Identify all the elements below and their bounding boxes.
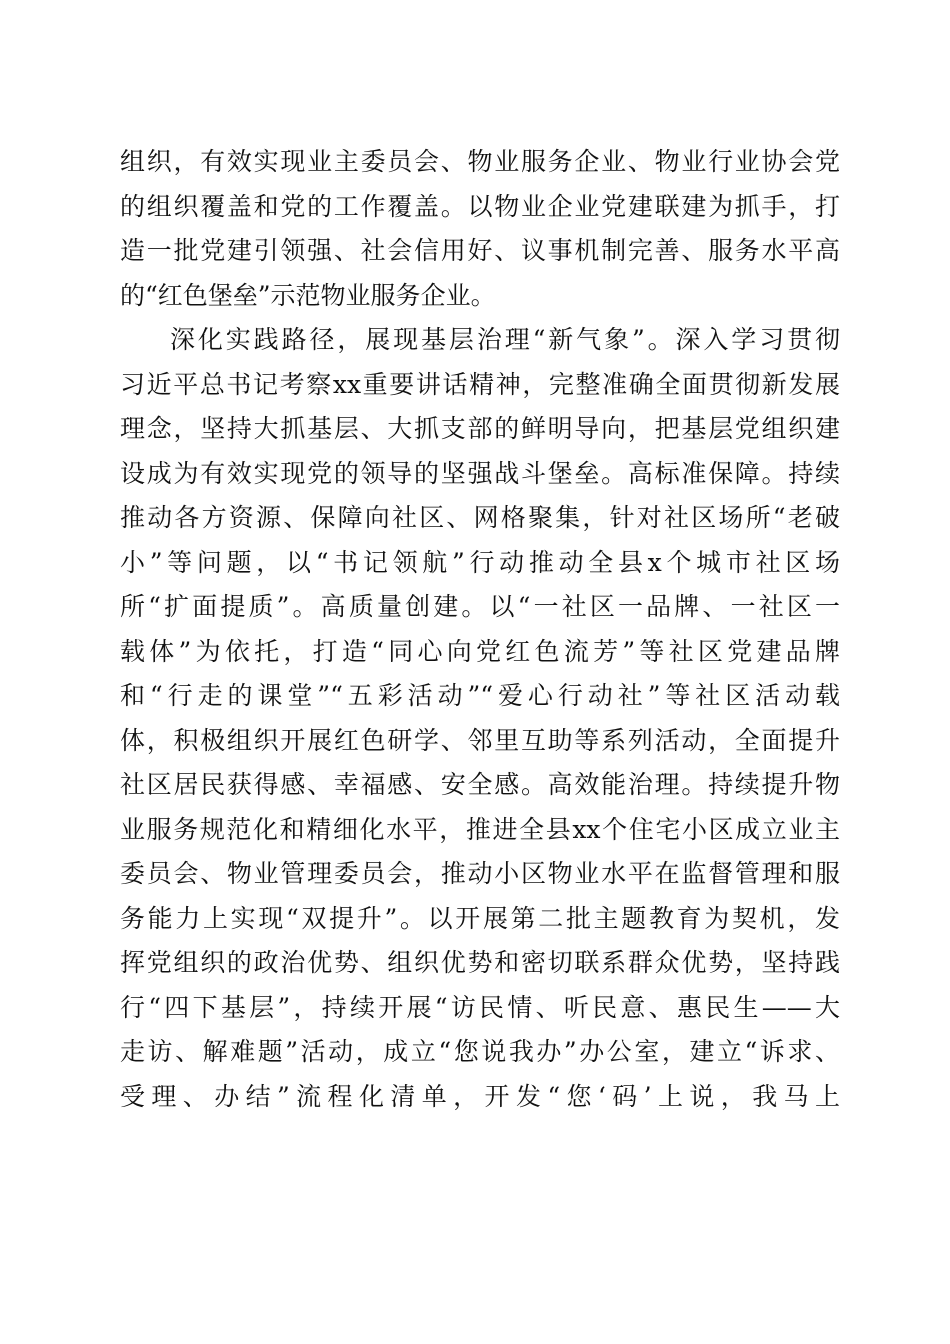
text-line: 委员会、物业管理委员会，推动小区物业水平在监督管理和服 [120,859,840,888]
text-line: 受理、办结”流程化清单，开发“您‘码’上说，我马上 [120,1081,840,1111]
text-line: 深化实践路径，展现基层治理“新气象”。深入学习贯彻 [170,325,840,354]
text-line: 体，积极组织开展红色研学、邻里互助等系列活动，全面提升 [120,725,840,755]
text-line: 的“红色堡垒”示范物业服务企业。 [120,280,496,310]
text-line: 业服务规范化和精细化水平，推进全县xx个住宅小区成立业主 [120,814,840,844]
text-line: 所“扩面提质”。高质量创建。以“一社区一品牌、一社区一 [120,592,840,621]
text-line: 行“四下基层”，持续开展“访民情、听民意、惠民生——大 [120,992,840,1022]
text-line: 理念，坚持大抓基层、大抓支部的鲜明导向，把基层党组织建 [120,414,840,443]
text-line: 的组织覆盖和党的工作覆盖。以物业企业党建联建为抓手，打 [120,191,840,221]
text-line: 挥党组织的政治优势、组织优势和密切联系群众优势，坚持践 [120,948,840,977]
text-line: 造一批党建引领强、社会信用好、议事机制完善、服务水平高 [120,236,840,265]
text-line: 习近平总书记考察xx重要讲话精神，完整准确全面贯彻新发展 [120,369,840,399]
text-line: 载体”为依托，打造“同心向党红色流芳”等社区党建品牌 [120,636,840,666]
text-line: 务能力上实现“双提升”。以开展第二批主题教育为契机，发 [120,903,840,933]
text-line: 设成为有效实现党的领导的坚强战斗堡垒。高标准保障。持续 [120,458,840,488]
text-line: 和“行走的课堂”“五彩活动”“爱心行动社”等社区活动载 [120,681,840,710]
body-text [120,140,840,1119]
text-line: 走访、解难题”活动，成立“您说我办”办公室，建立“诉求、 [120,1037,840,1066]
text-line: 小”等问题，以“书记领航”行动推动全县x个城市社区场 [120,547,840,577]
text-line: 组织，有效实现业主委员会、物业服务企业、物业行业协会党 [120,147,840,176]
paragraph-2 [120,318,840,1119]
text-line: 推动各方资源、保障向社区、网格聚集，针对社区场所“老破 [120,503,840,532]
text-line: 社区居民获得感、幸福感、安全感。高效能治理。持续提升物 [120,770,840,799]
paragraph-1 [120,140,840,318]
